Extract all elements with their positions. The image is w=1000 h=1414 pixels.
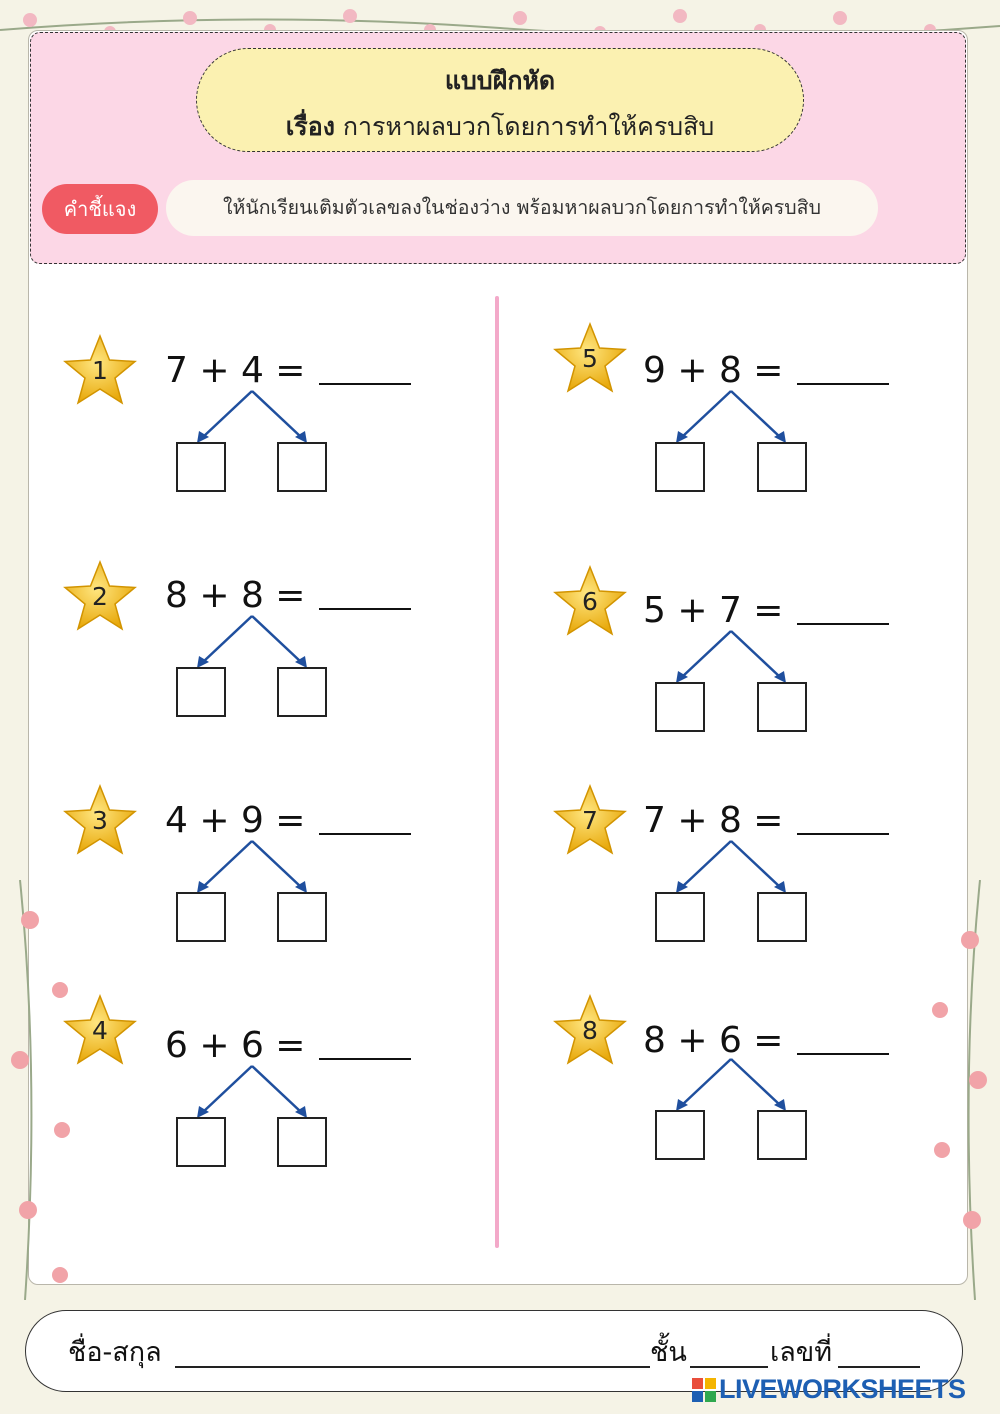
problem-number: 4: [92, 1016, 108, 1045]
problem-equation: [643, 350, 889, 391]
answer-box-right[interactable]: [277, 1117, 327, 1167]
answer-box-right[interactable]: [277, 667, 327, 717]
equation-text: 6 + 6 =: [165, 1025, 306, 1066]
problem-equation: [643, 590, 889, 631]
equation-text: 8 + 8 =: [165, 575, 306, 616]
problem-star-icon: [552, 322, 628, 394]
answer-blank[interactable]: [319, 1058, 411, 1060]
flower-side-decoration-left: [0, 880, 80, 1300]
problem-star-icon: [62, 784, 138, 856]
answer-box-left[interactable]: [655, 442, 705, 492]
subject-text: การหาผลบวกโดยการทำให้ครบสิบ: [342, 112, 715, 141]
flower-side-decoration-right: [920, 880, 1000, 1300]
problem-star-icon: [552, 784, 628, 856]
answer-blank[interactable]: [319, 383, 411, 385]
class-label: ชั้น: [650, 1337, 687, 1368]
class-input-line[interactable]: [690, 1366, 768, 1368]
name-label: ชื่อ-สกุล: [68, 1337, 162, 1368]
equation-text: 5 + 7 =: [643, 590, 784, 631]
answer-box-right[interactable]: [757, 892, 807, 942]
answer-blank[interactable]: [319, 608, 411, 610]
problem-equation: [165, 800, 411, 841]
problem-equation: [165, 1025, 411, 1066]
answer-box-left[interactable]: [655, 1110, 705, 1160]
number-label: เลขที่: [770, 1337, 833, 1368]
number-input-line[interactable]: [838, 1366, 920, 1368]
problem-number: 3: [92, 806, 108, 835]
problem-star-icon: [62, 560, 138, 632]
equation-text: 7 + 4 =: [165, 350, 306, 391]
problem-equation: [165, 575, 411, 616]
answer-box-left[interactable]: [176, 667, 226, 717]
problem-star-icon: [62, 994, 138, 1066]
answer-blank[interactable]: [319, 833, 411, 835]
answer-box-left[interactable]: [176, 442, 226, 492]
answer-box-right[interactable]: [757, 1110, 807, 1160]
answer-box-left[interactable]: [655, 682, 705, 732]
equation-text: 7 + 8 =: [643, 800, 784, 841]
liveworksheets-logo-icon: [692, 1378, 716, 1402]
answer-box-left[interactable]: [176, 892, 226, 942]
name-input-line[interactable]: [175, 1366, 650, 1368]
problem-equation: [165, 350, 411, 391]
equation-text: 8 + 6 =: [643, 1020, 784, 1061]
answer-blank[interactable]: [797, 383, 889, 385]
worksheet-title: แบบฝึกหัด: [444, 66, 556, 95]
column-divider: [495, 296, 499, 1248]
problem-number: 6: [582, 587, 598, 616]
logo-text: LIVEWORKSHEETS: [719, 1374, 966, 1404]
instructions-text: ให้นักเรียนเติมตัวเลขลงในช่องว่าง พร้อมหาผลบวกโดยการทำให้ครบสิบ: [166, 180, 878, 236]
answer-box-left[interactable]: [176, 1117, 226, 1167]
problem-star-icon: [552, 994, 628, 1066]
answer-blank[interactable]: [797, 833, 889, 835]
problem-equation: [643, 800, 889, 841]
answer-box-right[interactable]: [757, 682, 807, 732]
problem-number: 1: [92, 356, 108, 385]
instructions-badge: คำชี้แจง: [42, 184, 158, 234]
liveworksheets-logo: [692, 1374, 966, 1404]
subject-label: เรื่อง: [285, 112, 335, 141]
title-banner: [196, 48, 804, 152]
equation-text: 9 + 8 =: [643, 350, 784, 391]
problem-number: 7: [582, 806, 598, 835]
answer-box-right[interactable]: [277, 442, 327, 492]
problem-number: 2: [92, 582, 108, 611]
problem-number: 8: [582, 1016, 598, 1045]
problem-star-icon: [62, 334, 138, 406]
answer-box-right[interactable]: [277, 892, 327, 942]
problem-star-icon: [552, 565, 628, 637]
equation-text: 4 + 9 =: [165, 800, 306, 841]
answer-box-right[interactable]: [757, 442, 807, 492]
answer-blank[interactable]: [797, 623, 889, 625]
problem-number: 5: [582, 344, 598, 373]
answer-box-left[interactable]: [655, 892, 705, 942]
worksheet-subject: [197, 107, 803, 147]
